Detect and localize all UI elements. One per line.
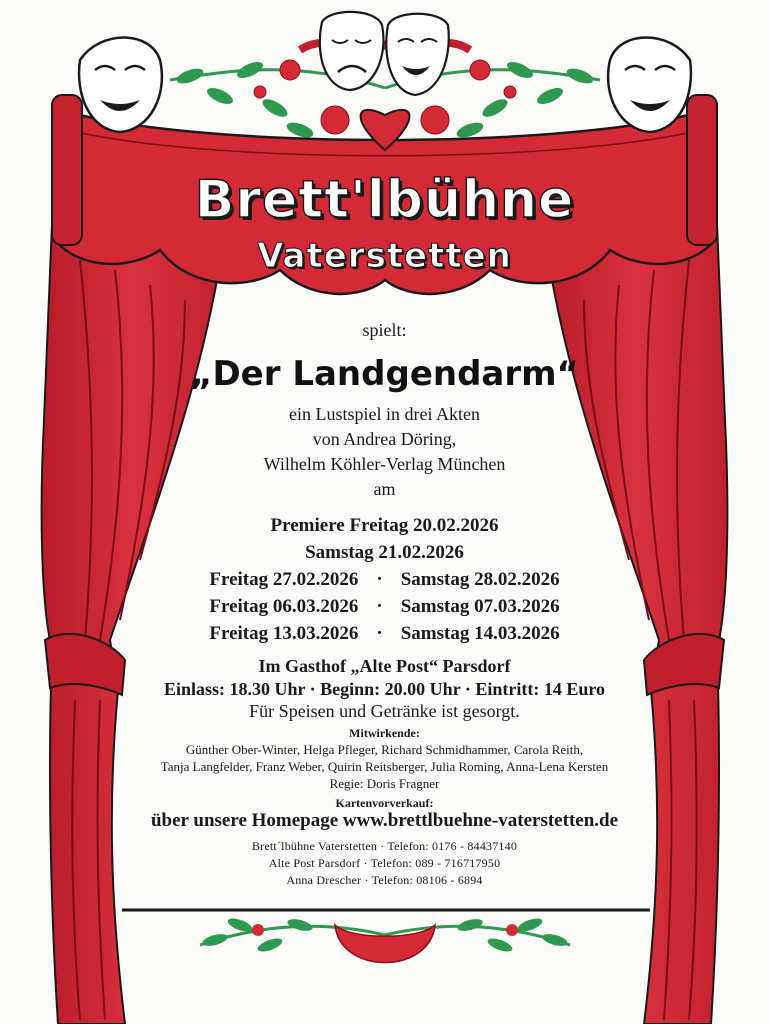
play-title: „Der Landgendarm“ [190, 354, 579, 394]
mask-right-icon [608, 38, 691, 133]
date-row [0, 566, 769, 593]
saturday-date: Samstag 07.03.2026 [400, 596, 560, 617]
friday-date: Freitag 13.03.2026 [209, 623, 359, 644]
mask-left-icon [79, 38, 162, 133]
date-separator: · [376, 623, 383, 644]
tickets-heading: Kartenvorverkauf: [335, 796, 434, 810]
ticket-contacts [0, 838, 769, 889]
cast-heading: Mitwirkende: [349, 726, 420, 740]
saturday-date: Samstag 28.02.2026 [400, 569, 560, 590]
play-author: von Andrea Döring, [312, 429, 457, 449]
contact-line: Brett´lbühne Vaterstetten · Telefon: 0176 - 84437140 [251, 839, 518, 853]
date-row [0, 620, 769, 647]
play-description [0, 402, 769, 502]
theatre-name: Brett'lbühne [194, 170, 575, 230]
venue-name: Im Gasthof „Alte Post“ Parsdorf [258, 656, 511, 676]
premiere-date: Premiere Freitag 20.02.2026 [270, 515, 499, 536]
cast-list [0, 741, 769, 792]
venue-food: Für Speisen und Getränke ist gesorgt. [249, 701, 520, 721]
play-genre: ein Lustspiel in drei Akten [289, 404, 480, 424]
cast-line: Tanja Langfelder, Franz Weber, Quirin Reitsberger, Julia Roming, Anna-Lena Kersten [160, 759, 609, 774]
intro-text: spielt: [362, 320, 407, 340]
date-row [0, 593, 769, 620]
director: Regie: Doris Fragner [329, 776, 440, 791]
performance-dates [0, 512, 769, 647]
masks-center-icon [320, 12, 449, 95]
contact-line: Alte Post Parsdorf · Telefon: 089 - 716717950 [268, 856, 501, 870]
tickets-website[interactable]: über unsere Homepage www.brettlbuehne-vaterstetten.de [150, 810, 619, 831]
cast-line: Günther Ober-Winter, Helga Pfleger, Richard Schmidhammer, Carola Reith, [185, 742, 584, 757]
bottom-floral-ornament [200, 916, 570, 963]
saturday-date: Samstag 14.03.2026 [400, 623, 560, 644]
date-separator: · [376, 596, 383, 617]
saturday-date: Samstag 21.02.2026 [305, 542, 464, 563]
play-date-intro: am [373, 479, 396, 499]
friday-date: Freitag 27.02.2026 [209, 569, 359, 590]
theatre-town: Vaterstetten [257, 236, 512, 276]
date-separator: · [376, 569, 383, 590]
friday-date: Freitag 06.03.2026 [209, 596, 359, 617]
venue-times: Einlass: 18.30 Uhr · Beginn: 20.00 Uhr · Eintritt: 14 Euro [163, 679, 606, 699]
play-publisher: Wilhelm Köhler-Verlag München [263, 454, 506, 474]
contact-line: Anna Drescher · Telefon: 08106 - 6894 [286, 873, 483, 887]
